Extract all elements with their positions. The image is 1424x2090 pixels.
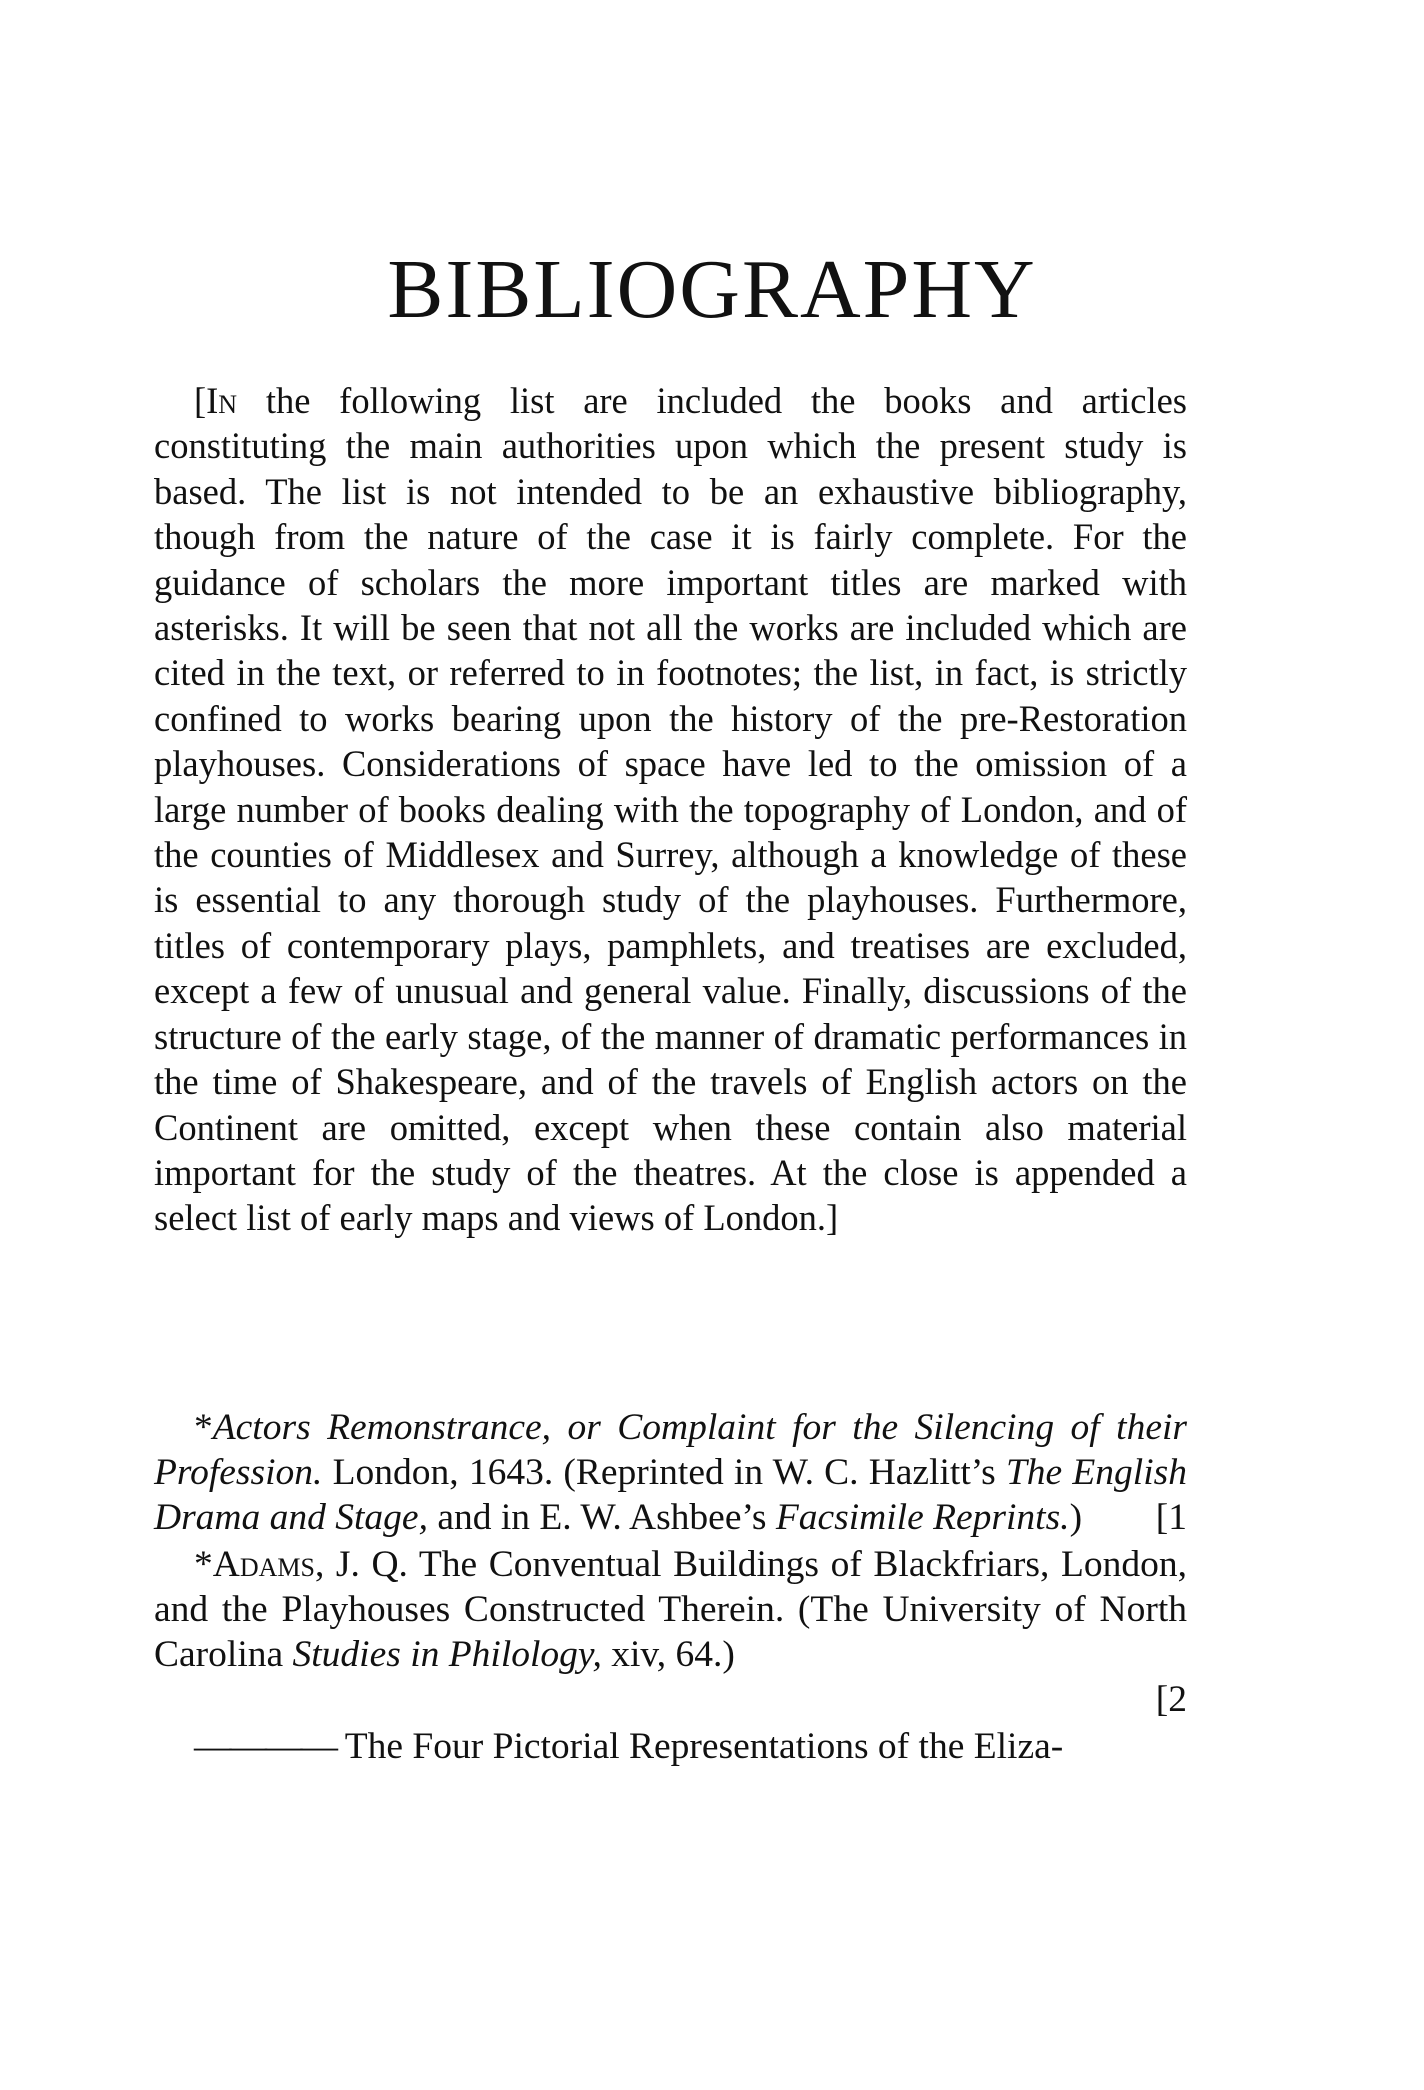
entry-text: and in E. W. Ashbee’s	[427, 1497, 776, 1538]
entry-number: [1	[1155, 1497, 1187, 1538]
entry-asterisk: *	[194, 1407, 213, 1448]
entry-italic: The English Drama and Stage,	[154, 1452, 1187, 1538]
page-title: BIBLIOGRAPHY	[387, 243, 1037, 336]
entry-ditto-dash: ————	[194, 1726, 336, 1767]
bibliography-entry-1	[154, 1405, 1187, 1540]
entry-title: Actors Remonstrance, or Complaint for the Silencing of their Profession.	[154, 1407, 1187, 1493]
intro-paragraph	[154, 378, 1187, 1241]
entry-asterisk: *	[194, 1544, 213, 1585]
bibliography-entry-3	[154, 1724, 1187, 1769]
entry-text: The Four Pictorial Representations of the Eliza-	[336, 1726, 1064, 1767]
bibliography-entries	[154, 1405, 1187, 1769]
bibliography-entry-2	[154, 1542, 1187, 1722]
entry-text: London, 1643. (Reprinted in W. C. Hazlitt’s	[322, 1452, 1006, 1493]
entry-number: [2	[1155, 1679, 1187, 1720]
entry-text: The Conventual Buildings of Blackfriars, London, and the Playhouses Constructed Therein. (The University of North Carolina	[154, 1544, 1187, 1675]
entry-text: )	[1069, 1497, 1083, 1538]
intro-first-word: In	[206, 380, 238, 421]
entry-italic: Facsimile Reprints.	[775, 1497, 1070, 1538]
intro-text: the following list are included the books and articles constituting the main authorities upon which the present study is based. The list is not intended to be an exhaustive bibliography, though from the nature of the case it is fairly complete. For the guidance of scholars the more important titles are marked with asterisks. It will be seen that not all the works are included which are cited in the text, or referred to in footnotes; the list, in fact, is strictly confined to works bearing upon the history of the pre-Restoration playhouses. Considerations of space have led to the omission of a large number of books dealing with the topography of London, and of the counties of Middlesex and Surrey, although a knowledge of these is essential to any thorough study of the playhouses. Furthermore, titles of contemporary plays, pamphlets, and treatises are excluded, except a few of unusual and general value. Finally, discussions of the structure of the early stage, of the manner of dramatic performances in the time of Shakespeare, and of the travels of English actors on the Continent are omitted, except when these contain also material important for the study of the theatres. At the close is appended a select list of early maps and views of London.]	[154, 380, 1188, 1239]
entry-text: xiv, 64.)	[601, 1634, 735, 1675]
intro-open-bracket: [	[194, 380, 207, 421]
entry-author: Adams, J. Q.	[212, 1544, 408, 1585]
entry-italic: Studies in Philology,	[292, 1634, 602, 1675]
